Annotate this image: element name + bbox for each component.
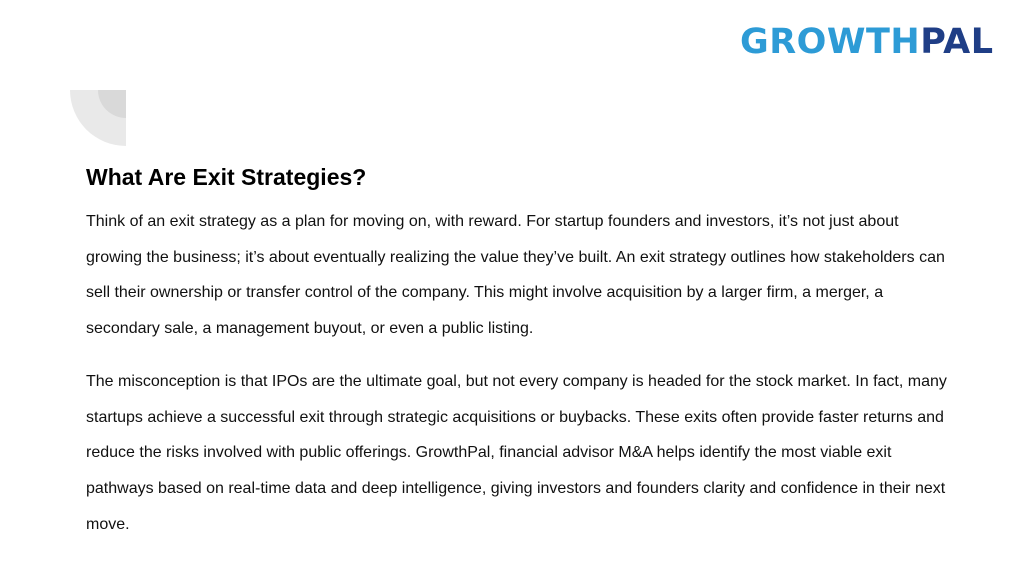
logo-text-growth: GROWTH <box>740 21 921 62</box>
logo-text-pal: PAL <box>920 21 994 62</box>
decorative-quarter-circle <box>70 90 126 146</box>
section-heading: What Are Exit Strategies? <box>86 164 367 190</box>
paragraph-ipo-misconception: The misconception is that IPOs are the ultimate goal, but not every company is headed for the stock market. In fact, many startups achieve a successful exit through strategic acquisitions or buybacks. These exits often provide faster returns and reduce the risks involved with public offerings. GrowthPal, financial advisor M&A helps identify the most viable exit pathways based on real-time data and deep intelligence, giving investors and founders clarity and confidence in their next move. <box>86 372 947 533</box>
brand-logo <box>740 18 994 66</box>
paragraph-exit-strategy-definition: Think of an exit strategy as a plan for moving on, with reward. For startup founders and investors, it’s not just about growing the business; it’s about eventually realizing the value they’ve built. An exit strategy outlines how stakeholders can sell their ownership or transfer control of the company. This might involve acquisition by a larger firm, a merger, a secondary sale, a management buyout, or even a public listing. <box>86 213 945 338</box>
article-content <box>86 160 956 542</box>
